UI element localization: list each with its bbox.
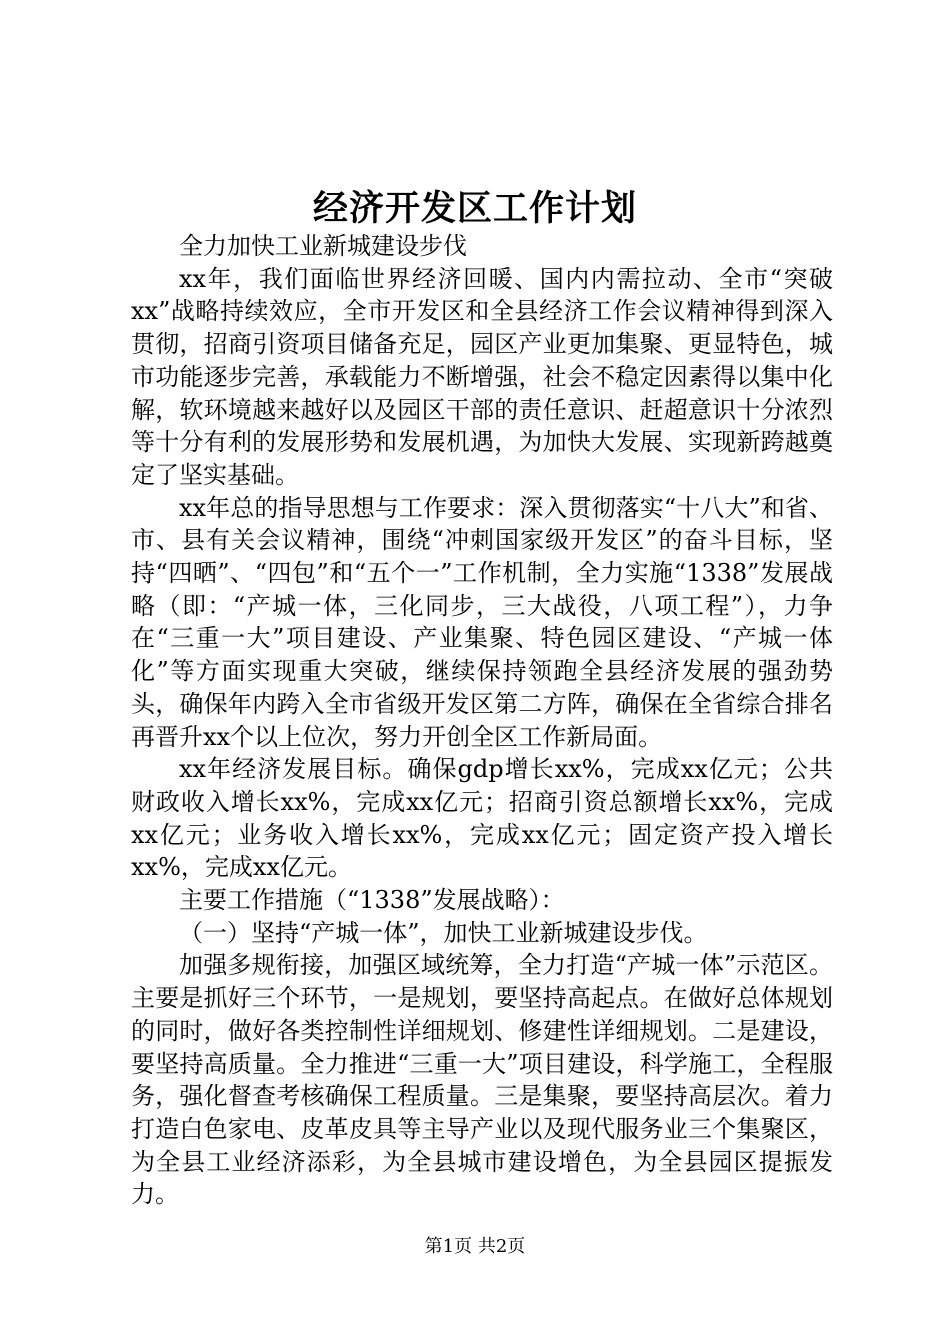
paragraph-economic-targets: xx年经济发展目标。确保gdp增长xx%，完成xx亿元；公共财政收入增长xx%，完成xx亿元；招商引资总额增长xx%，完成xx亿元；业务收入增长xx%，完成xx亿元；固定资产投入增长xx%，完成xx亿元。 bbox=[131, 755, 833, 882]
page-footer bbox=[0, 1235, 950, 1259]
paragraph-main-measures-heading: 主要工作措施（“1338”发展战略）： bbox=[179, 886, 565, 915]
paragraph-section-one-body: 加强多规衔接，加强区域统筹，全力打造“产城一体”示范区。主要是抓好三个环节，一是规划，要坚持高起点。在做好总体规划的同时，做好各类控制性详细规划、修建性详细规划。二是建设，要坚持高质量。全力推进“三重一大”项目建设，科学施工，全程服务，强化督查考核确保工程质量。三是集聚，要坚持高层次。着力打造白色家电、皮革皮具等主导产业以及现代服务业三个集聚区，为全县工业经济添彩，为全县城市建设增色，为全县园区提振发力。 bbox=[131, 951, 833, 1209]
paragraph-section-one-heading: （一）坚持“产城一体”，加快工业新城建设步伐。 bbox=[179, 918, 708, 947]
paragraph-guiding-ideology: xx年总的指导思想与工作要求：深入贯彻落实“十八大”和省、市、县有关会议精神，围绕“冲刺国家级开发区”的奋斗目标，坚持“四晒”、“四包”和“五个一”工作机制，全力实施“1338”发展战略（即：“产城一体，三化同步，三大战役，八项工程”），力争在“三重一大”项目建设、产业集聚、特色园区建设、“产城一体化”等方面实现重大突破，继续保持领跑全县经济发展的强劲势头，确保年内跨入全市省级开发区第二方阵，确保在全省综合排名再晋升xx个以上位次，努力开创全区工作新局面。 bbox=[131, 493, 833, 751]
document-title: 经济开发区工作计划 bbox=[312, 188, 637, 229]
paragraph-subtitle: 全力加快工业新城建设步伐 bbox=[179, 232, 467, 260]
page-indicator: 第1页 共2页 bbox=[424, 1236, 526, 1257]
paragraph-situation: xx年，我们面临世界经济回暖、国内内需拉动、全市“突破xx”战略持续效应，全市开发区和全县经济工作会议精神得到深入贯彻，招商引资项目储备充足，园区产业更加集聚、更显特色，城市功能逐步完善，承载能力不断增强，社会不稳定因素得以集中化解，软环境越来越好以及园区干部的责任意识、赶超意识十分浓烈等十分有利的发展形势和发展机遇，为加快大发展、实现新跨越奠定了坚实基础。 bbox=[131, 264, 833, 489]
document-body bbox=[131, 230, 833, 1211]
